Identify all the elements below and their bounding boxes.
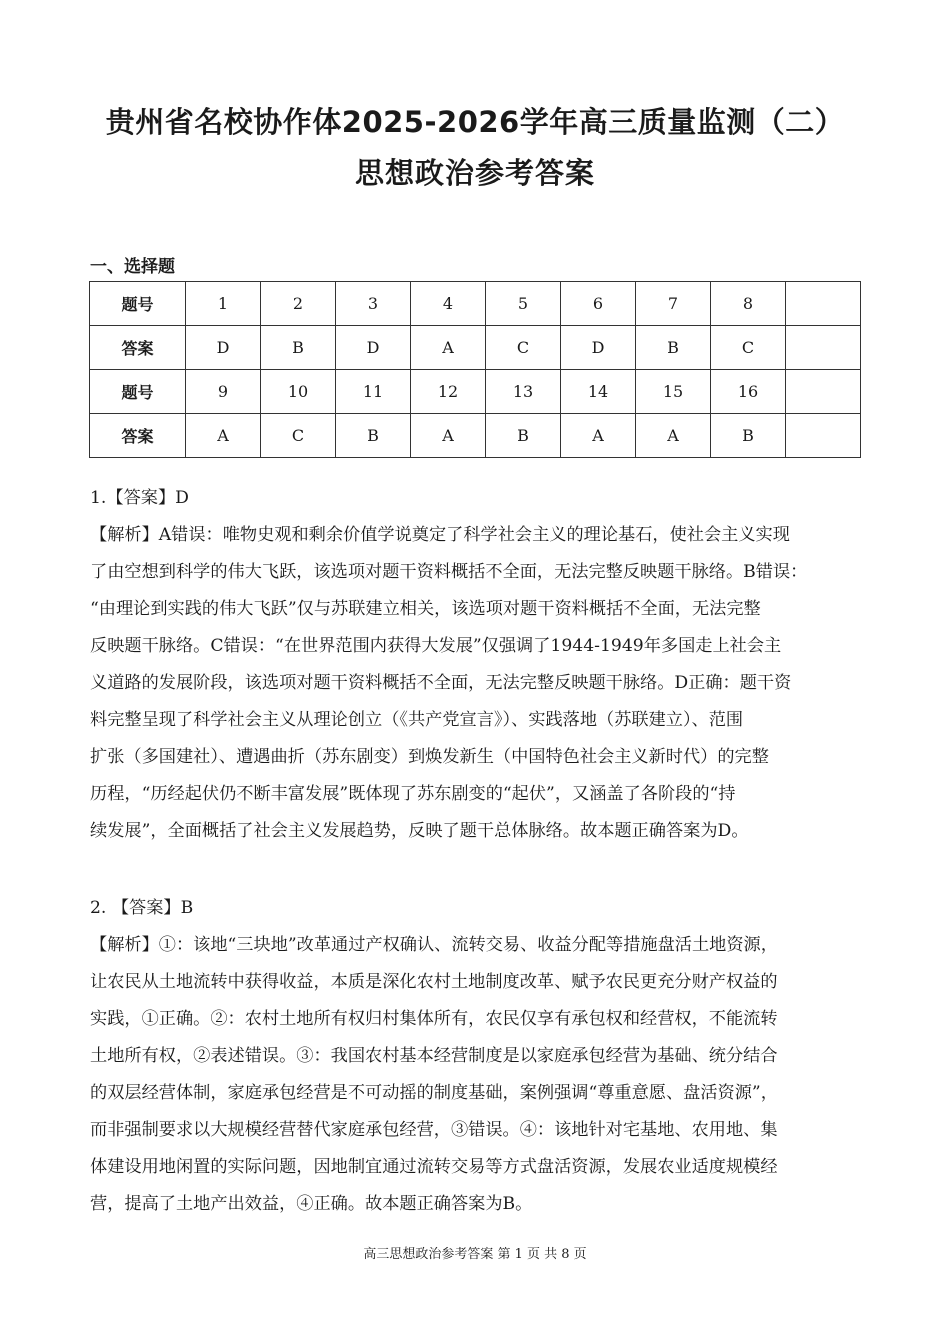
answer-table [89, 281, 861, 458]
explanation-line: 【解析】A错误：唯物史观和剩余价值学说奠定了科学社会主义的理论基石，使社会主义实现 [90, 525, 790, 545]
table-cell: 9 [186, 370, 261, 414]
explanation-line: 【解析】①：该地“三块地”改革通过产权确认、流转交易、收益分配等措施盘活土地资源， [90, 935, 778, 955]
table-cell: B [336, 414, 411, 458]
document-title: 贵州省名校协作体2025-2026学年高三质量监测（二） [105, 105, 845, 139]
table-cell: 6 [561, 282, 636, 326]
table-cell: 3 [336, 282, 411, 326]
explanation-line: 体建设用地闲置的实际问题，因地制宜通过流转交易等方式盘活资源，发展农业适度规模经 [90, 1157, 778, 1177]
table-cell: B [636, 326, 711, 370]
document-subtitle: 思想政治参考答案 [354, 156, 595, 190]
table-cell: 题号 [90, 370, 186, 414]
explanation-line: 实践，①正确。②：农村土地所有权归村集体所有，农民仅享有承包权和经营权，不能流转 [90, 1009, 778, 1029]
explanation-line: 的双层经营体制，家庭承包经营是不可动摇的制度基础，案例强调“尊重意愿、盘活资源”， [90, 1083, 778, 1103]
explanation-line: 营，提高了土地产出效益，④正确。故本题正确答案为B。 [90, 1194, 533, 1214]
explanation-line: 料完整呈现了科学社会主义从理论创立（《共产党宣言》）、实践落地（苏联建立）、范围 [90, 710, 744, 730]
question-1-explanation [90, 480, 862, 850]
table-cell: B [711, 414, 786, 458]
table-cell: 14 [561, 370, 636, 414]
table-cell: 13 [486, 370, 561, 414]
table-cell [786, 414, 861, 458]
table-row [90, 370, 861, 414]
table-cell: C [261, 414, 336, 458]
table-cell: 12 [411, 370, 486, 414]
table-cell: 10 [261, 370, 336, 414]
table-cell [786, 326, 861, 370]
answer-line: 1.【答案】D [90, 488, 189, 508]
table-row [90, 326, 861, 370]
table-cell: 答案 [90, 326, 186, 370]
table-cell: B [261, 326, 336, 370]
table-cell: 15 [636, 370, 711, 414]
table-cell: A [561, 414, 636, 458]
explanation-line: 续发展”，全面概括了社会主义发展趋势，反映了题干总体脉络。故本题正确答案为D。 [90, 821, 749, 841]
explanation-line: 让农民从土地流转中获得收益，本质是深化农村土地制度改革、赋予农民更充分财产权益的 [90, 972, 778, 992]
explanation-line: 土地所有权，②表述错误。③：我国农村基本经营制度是以家庭承包经营为基础、统分结合 [90, 1046, 778, 1066]
table-cell: 答案 [90, 414, 186, 458]
table-row [90, 282, 861, 326]
section-heading: 一、选择题 [90, 257, 175, 277]
explanation-line: 扩张（多国建社）、遭遇曲折（苏东剧变）到焕发新生（中国特色社会主义新时代）的完整 [90, 747, 769, 767]
table-cell: 11 [336, 370, 411, 414]
table-cell: A [411, 326, 486, 370]
table-cell: 8 [711, 282, 786, 326]
table-cell: A [411, 414, 486, 458]
table-cell: D [186, 326, 261, 370]
table-cell: C [711, 326, 786, 370]
table-cell: 2 [261, 282, 336, 326]
table-cell: B [486, 414, 561, 458]
table-row [90, 414, 861, 458]
table-cell: D [561, 326, 636, 370]
table-cell: 题号 [90, 282, 186, 326]
table-cell: 7 [636, 282, 711, 326]
table-cell: 5 [486, 282, 561, 326]
explanation-line: 义道路的发展阶段，该选项对题干资料概括不全面，无法完整反映题干脉络。D正确：题干资 [90, 673, 792, 693]
question-2-explanation [90, 890, 862, 1223]
table-cell: C [486, 326, 561, 370]
answer-line: 2. 【答案】B [90, 898, 194, 918]
table-cell [786, 370, 861, 414]
explanation-line: 了由空想到科学的伟大飞跃，该选项对题干资料概括不全面，无法完整反映题干脉络。B错误： [90, 562, 808, 582]
explanation-line: “由理论到实践的伟大飞跃”仅与苏联建立相关，该选项对题干资料概括不全面，无法完整 [90, 599, 761, 619]
explanation-line: 历程，“历经起伏仍不断丰富发展”既体现了苏东剧变的“起伏”，又涵盖了各阶段的“持 [90, 784, 736, 804]
table-cell: A [186, 414, 261, 458]
table-cell: D [336, 326, 411, 370]
explanation-line: 反映题干脉络。C错误：“在世界范围内获得大发展”仅强调了1944-1949年多国走上社会主 [90, 636, 782, 656]
table-cell: A [636, 414, 711, 458]
table-cell [786, 282, 861, 326]
table-cell: 1 [186, 282, 261, 326]
page-footer: 高三思想政治参考答案 第 1 页 共 8 页 [363, 1247, 587, 1262]
table-cell: 16 [711, 370, 786, 414]
explanation-line: 而非强制要求以大规模经营替代家庭承包经营，③错误。④：该地针对宅基地、农用地、集 [90, 1120, 778, 1140]
table-cell: 4 [411, 282, 486, 326]
